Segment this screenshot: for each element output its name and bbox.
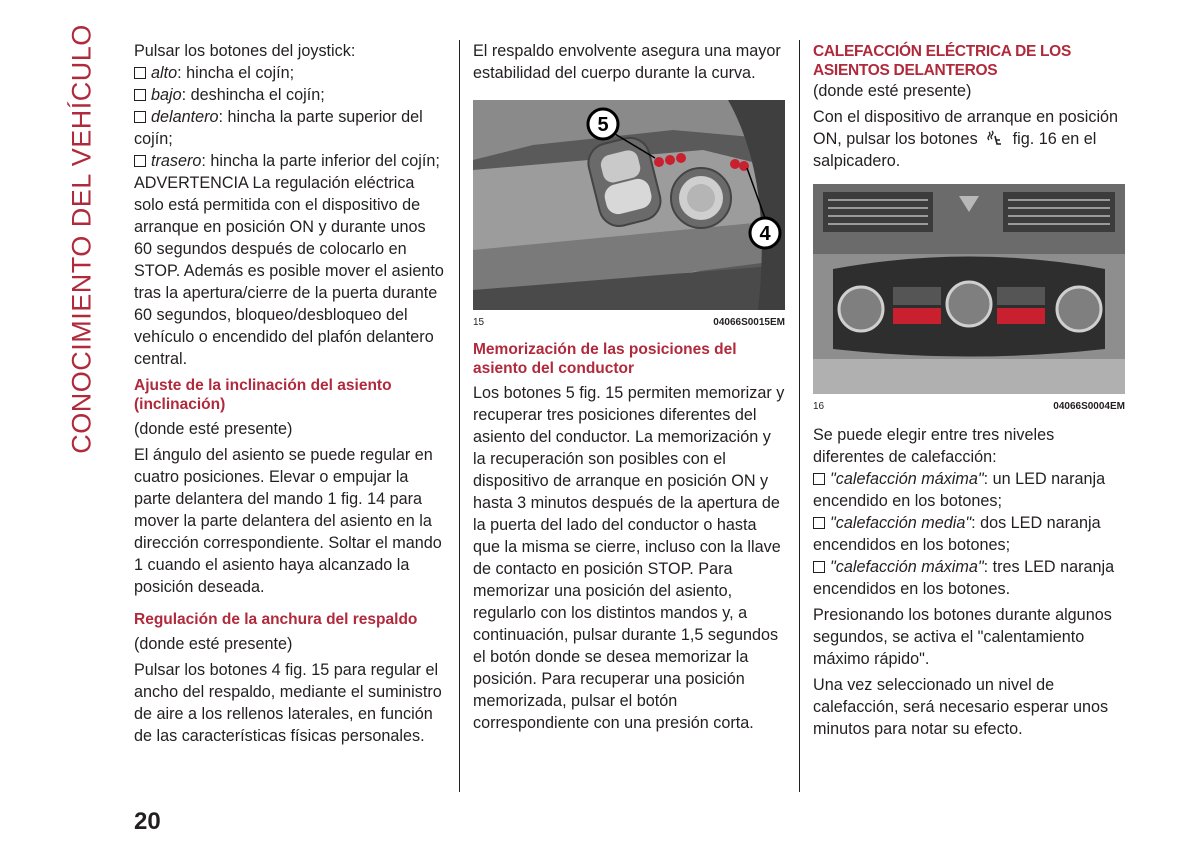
list-item: delantero: hincha la parte superior del cojín; [134,108,423,148]
seat-controls-illustration [473,100,785,310]
column-divider [799,40,800,792]
heading-backrest-width: Regulación de la anchura del respaldo [134,611,418,628]
figure-caption [473,316,785,330]
list-item: "calefacción máxima": tres LED naranja encendidos en los botones. [813,558,1115,598]
heating-levels-intro: Se puede elegir entre tres niveles diferentes de calefacción: [813,426,1055,466]
figure-code: 04066S0004EM [1053,401,1125,412]
column-1 [134,40,446,747]
page-number: 20 [134,808,161,835]
checkbox-bullet-icon [134,155,146,167]
figure-code: 04066S0015EM [713,317,785,328]
heading-memory-positions: Memorización de las posiciones del asiento del conductor [473,341,737,377]
presence-note: (donde esté presente) [813,82,972,100]
list-item: alto: hincha el cojín; [134,62,446,84]
callout-5-label: 5 [597,114,609,136]
list-item: bajo: deshincha el cojín; [134,84,446,106]
seat-tilt-text: El ángulo del asiento se puede regular en cuatro posiciones. Elevar o empujar la parte delantera del mando 1 fig. 14 para mover la parte delantera del asiento en la dirección correspondiente. Soltar el mando 1 cuando el asiento haya alcanzado la posición deseada. [134,446,442,596]
column-divider [459,40,460,792]
figure-caption [813,400,1125,414]
figure-15-seat-controls [473,100,785,310]
figure-number: 15 [473,317,485,328]
heading-seat-tilt: Ajuste de la inclinación del asiento (inclinación) [134,377,392,413]
checkbox-bullet-icon [813,561,825,573]
list-item: "calefacción media": dos LED naranja encendidos en los botones; [813,514,1101,554]
joystick-intro: Pulsar los botones del joystick: [134,42,356,60]
warning-text: ADVERTENCIA La regulación eléctrica solo está permitida con el dispositivo de arranque en posición ON y durante unos 60 segundos después de colocarlo en STOP. Además es posible mover el asiento tras la apertura/cierre de la puerta durante 60 segundos, bloqueo/desbloqueo del vehículo o encendido del plafón delantero central. [134,174,444,368]
quick-heating-text: Presionando los botones durante algunos segundos, se activa el "calentamiento máximo rápido". [813,606,1112,668]
checkbox-bullet-icon [134,89,146,101]
column-3 [813,40,1125,740]
heating-wait-text: Una vez seleccionado un nivel de calefacción, será necesario esperar unos minutos para notar su efecto. [813,676,1109,738]
list-item: "calefacción máxima": un LED naranja encendido en los botones; [813,470,1106,510]
memory-positions-text: Los botones 5 fig. 15 permiten memorizar y recuperar tres posiciones diferentes del asiento del conductor. La memorización y la recuperación son posibles con el dispositivo de arranque en posición ON y hasta 3 minutos después de la apertura de la puerta del lado del conductor o hasta que la misma se cierre, incluso con la llave de contacto en posición STOP. Para memorizar una posición del asiento, regularlo con los distintos mandos y, a continuación, pulsar durante 1,5 segundos el botón donde se desea memorizar la posición. Para recuperar una posición memorizada, pulsar el botón correspondiente con una presión corta. [473,384,785,732]
checkbox-bullet-icon [813,517,825,529]
heading-seat-heating: CALEFACCIÓN ELÉCTRICA DE LOS ASIENTOS DELANTEROS [813,43,1071,79]
checkbox-bullet-icon [134,67,146,79]
seat-heating-instructions: Con el dispositivo de arranque en posición ON, pulsar los botones fig. 16 en el salpicadero. [813,108,1119,170]
checkbox-bullet-icon [134,111,146,123]
figure-number: 16 [813,401,825,412]
section-side-title [60,24,104,454]
seat-heater-icon [986,130,1002,146]
callout-4-label: 4 [759,223,771,245]
side-title-text: CONOCIMIENTO DEL VEHÍCULO [66,24,97,454]
presence-note: (donde esté presente) [134,635,293,653]
checkbox-bullet-icon [813,473,825,485]
figure-16-dashboard-controls [813,184,1125,394]
presence-note: (donde esté presente) [134,420,293,438]
list-item: trasero: hincha la parte inferior del cojín; [134,150,446,172]
column-2 [473,40,785,734]
backrest-intro: El respaldo envolvente asegura una mayor estabilidad del cuerpo durante la curva. [473,42,781,82]
backrest-width-text: Pulsar los botones 4 fig. 15 para regular el ancho del respaldo, mediante el suministro de aire a los rellenos laterales, en función de las características físicas personales. [134,661,442,745]
dashboard-controls-illustration [813,184,1125,394]
